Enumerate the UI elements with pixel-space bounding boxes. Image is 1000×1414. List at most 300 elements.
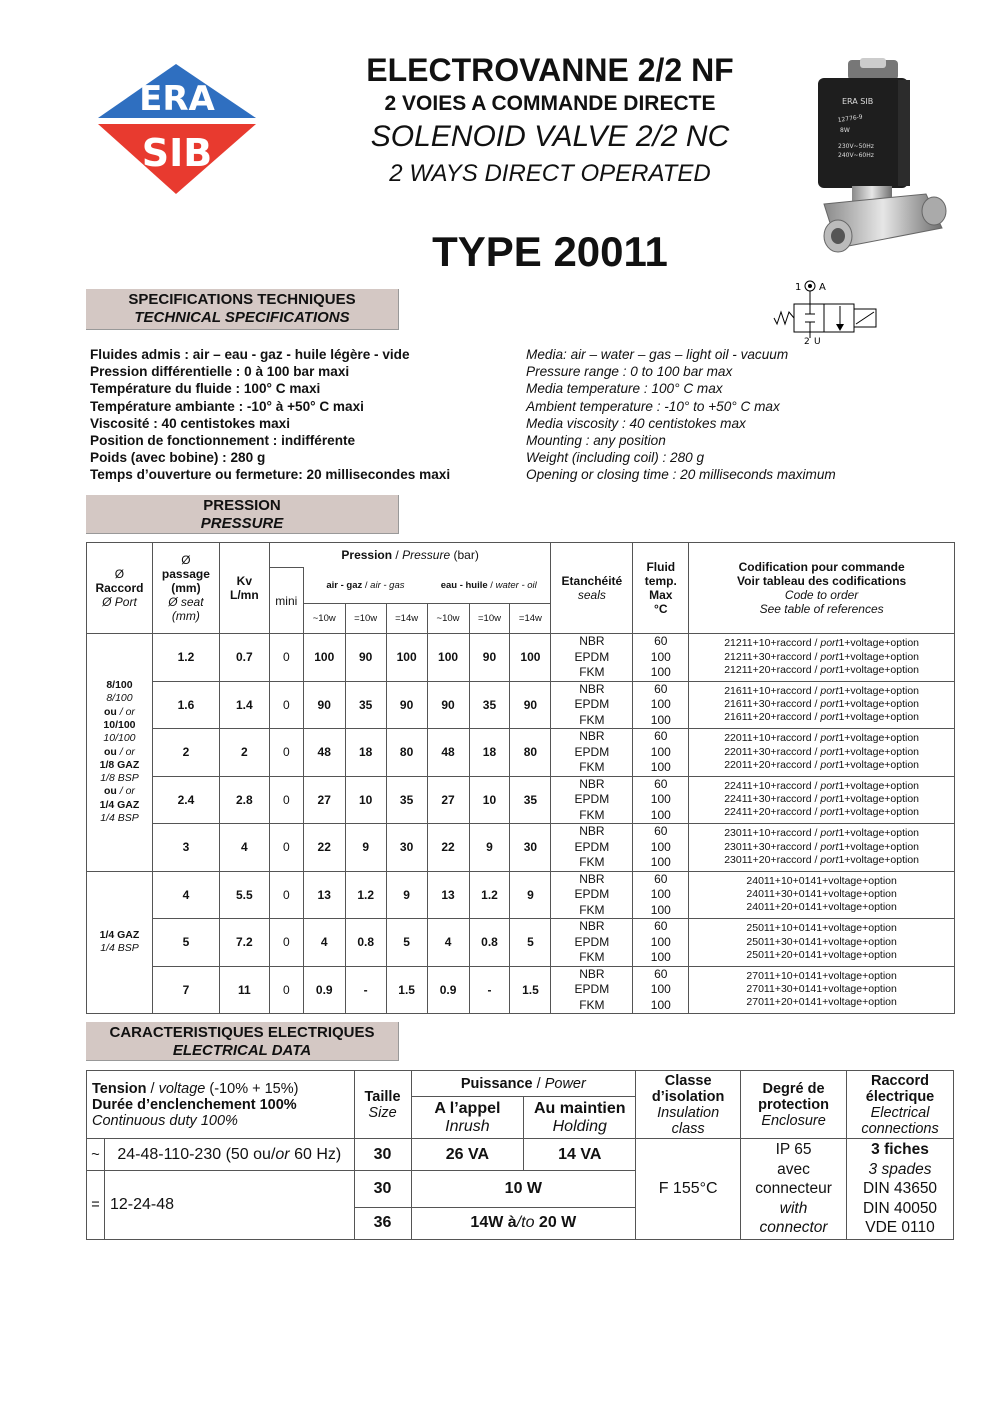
pressure-cell: 30 [386,824,427,872]
pressure-cell: 10 [469,776,510,824]
port-text: ou [104,745,117,758]
symbol-port-bottom: 2 [804,337,810,346]
header-holding-fr: Au maintien [533,1099,626,1117]
seq-line: FKM [579,665,605,679]
pressure-cell: 90 [345,634,386,682]
seq-line: NBR [579,919,605,933]
header-code-en1: Code to order [784,588,859,602]
spec-list-fr [90,346,450,484]
pressure-cell: 0.9 [427,966,469,1014]
pressure-cell: 4 [303,919,345,967]
port-line: 1/4 GAZ [99,928,140,941]
seq-line: 100 [650,950,671,964]
port-line [87,759,152,772]
header-power [411,1071,636,1097]
pressure-cell: 10 [345,776,386,824]
header-eau-fr: eau - huile [440,579,488,591]
pressure-cell: 0.8 [469,919,510,967]
port-text: 1/8 BSP [100,772,139,785]
code-part: 1+voltage+option [838,684,920,697]
seq-line: 100 [650,839,671,854]
electrical-section-en: ELECTRICAL DATA [172,1042,312,1059]
ac-size: 30 [354,1139,411,1171]
spec-fr-item: Viscosité : 40 centistokes maxi [90,415,290,431]
header-fluid [633,543,689,634]
electrical-section-header [86,1022,399,1061]
header-fluid-l1: Fluid [646,560,676,574]
title-en-main: SOLENOID VALVE 2/2 NC [370,120,730,153]
spec-en-item: Media: air – water – gas – light oil - vacuum [526,347,789,362]
code-part: port [820,650,839,663]
code-part: 1+voltage+option [838,853,920,866]
code-line: 27011+30+0141+voltage+option [746,983,897,996]
header-taille-en: Size [368,1104,397,1121]
seals-cell [551,919,633,967]
pressure-cell: 1.2 [345,871,386,919]
code-part: port [820,711,839,724]
code-line: 27011+20+0141+voltage+option [746,996,897,1009]
seq-line: FKM [579,950,605,964]
code-cell [689,776,955,824]
header-connector-en2: connections [861,1120,939,1137]
pressure-cell: 13 [427,871,469,919]
spec-section-header [86,289,399,330]
header-code-fr1: Codification pour commande [738,560,905,574]
code-line: 25011+10+0141+voltage+option [746,922,897,935]
header-class-fr1: Classe [664,1072,712,1089]
dc-power-2-to: /to [516,1214,535,1231]
header-watt: =10w [469,604,510,634]
code-part: port [820,853,839,866]
ac-symbol: ~ [87,1139,105,1171]
pressure-cell: 1.2 [469,871,510,919]
seq-line: 100 [650,807,671,822]
header-mini: mini [269,568,303,634]
header-passage-en1: Ø seat [168,595,204,609]
seq-line: 100 [650,887,671,901]
code-part: 22411+10+raccord / [724,779,821,792]
header-kv [219,543,269,634]
code-part: 21611+30+raccord / [724,698,821,711]
logo-bottom-text: SIB [141,131,213,175]
seq-line: 60 [654,919,668,933]
ac-holding: 14 VA [524,1139,636,1171]
seq-line: 60 [654,871,668,886]
pressure-cell: 13 [303,871,345,919]
header-class-fr2: d’isolation [651,1088,725,1105]
port-line [87,732,152,745]
pressure-cell: 35 [386,776,427,824]
pressure-section-en: PRESSURE [200,515,284,532]
spec-en-item: Media viscosity : 40 centistokes max [526,415,746,431]
seq-line: 60 [654,729,668,743]
seals-cell [551,634,633,682]
dc-symbol: = [87,1171,105,1240]
code-line [689,711,954,724]
pressure-cell: 30 [510,824,551,872]
header-power-en: Power [544,1075,586,1092]
header-protection-fr1: Degré de [762,1080,825,1097]
seq-line: 100 [650,792,671,806]
code-part: port [820,827,839,840]
temp-cell [633,729,689,777]
code-line [689,806,954,819]
code-cell [689,634,955,682]
pressure-cell: 0.8 [345,919,386,967]
header-holding-en: Holding [552,1117,607,1135]
spec-en-item: Media temperature : 100° C max [526,381,723,397]
pressure-cell: 1.5 [386,966,427,1014]
mini-cell: 0 [269,681,303,729]
header-pression-en: Pressure [402,548,451,562]
seq-line: NBR [579,776,605,791]
code-line [689,841,954,854]
code-part: 22011+20+raccord / [724,758,821,771]
seq-line: EPDM [574,649,610,664]
code-part: 1+voltage+option [838,732,920,745]
seq-line: 60 [654,966,668,981]
coil-brand: ERA SIB [842,97,874,106]
pressure-row [87,919,955,967]
code-part: 21211+10+raccord / [724,637,821,650]
spec-fr-item: Température du fluide : 100° C maxi [90,381,321,397]
header-duty-fr: Durée d’enclenchement 100% [92,1096,297,1113]
seals-cell [551,776,633,824]
header-duty-en: Continuous duty 100% [92,1112,238,1129]
pressure-row [87,871,955,919]
code-part: port [820,663,839,676]
temp-cell [633,681,689,729]
code-part: 23011+10+raccord / [724,827,821,840]
header-raccord-fr: Raccord [95,581,144,595]
pressure-cell: 9 [345,824,386,872]
header-seals [551,543,633,634]
code-part: 1+voltage+option [838,806,920,819]
header-code [689,543,955,634]
pressure-cell: 100 [427,634,469,682]
seq-line: EPDM [574,982,610,996]
seq-line: NBR [579,871,605,886]
insulation-class: F 155°C [636,1139,741,1240]
seq-line: FKM [579,902,605,917]
seq-line: FKM [579,855,605,869]
seq-line: EPDM [574,697,610,711]
pressure-cell: 27 [303,776,345,824]
header-watt: =10w [345,604,386,634]
code-part: port [820,793,839,806]
seq-line: 100 [650,665,671,679]
seq-line: 100 [650,649,671,664]
header-raccord [87,543,153,634]
code-part: port [820,806,839,819]
pressure-row [87,776,955,824]
spec-list-en [526,346,836,484]
temp-cell [633,776,689,824]
dc-power-2-a: 14W à [470,1214,517,1231]
header-code-fr2: Voir tableau des codifications [737,574,907,588]
spec-en-item: Ambient temperature : -10° to +50° C max [526,398,780,414]
port-line [87,746,152,759]
port-text: 1/8 GAZ [99,758,140,771]
seat-cell: 1.6 [152,681,219,729]
seq-line: EPDM [574,934,610,949]
code-line [689,664,954,677]
kv-cell: 2 [219,729,269,777]
connector-l1: 3 fiches [871,1141,929,1158]
code-line: 24011+20+0141+voltage+option [746,901,897,914]
dc-power-2 [411,1207,636,1239]
header-connector-en1: Electrical [870,1104,930,1121]
header-passage-en2: (mm) [171,609,200,623]
seq-line: EPDM [574,792,610,806]
header-power-sep: / [532,1075,545,1092]
header-seals-en: seals [577,588,606,602]
spec-en-item: Mounting : any position [526,433,666,449]
code-line: 24011+30+0141+voltage+option [746,888,897,901]
pressure-cell: 0.9 [303,966,345,1014]
code-line [689,698,954,711]
protection-value [741,1139,847,1240]
code-line: 27011+10+0141+voltage+option [746,969,897,982]
seq-line: NBR [579,966,605,981]
header-power-fr: Puissance [460,1075,533,1092]
seq-line: NBR [579,729,605,743]
seq-line: 60 [654,776,668,791]
spec-section-fr: SPECIFICATIONS TECHNIQUES [128,291,356,308]
code-cell [689,681,955,729]
pressure-row [87,681,955,729]
era-sib-logo [92,64,262,196]
pressure-cell: 9 [386,871,427,919]
header-air-sep: / [362,579,371,591]
header-fluid-l3: Max [649,588,673,602]
seals-cell [551,824,633,872]
port-text: ou [104,705,117,718]
port-cell [87,871,153,1014]
header-tension-fr: Tension [92,1080,147,1097]
kv-cell: 7.2 [219,919,269,967]
pressure-cell: 35 [345,681,386,729]
header-inrush-en: Inrush [445,1117,490,1135]
coil-power: 8W [840,127,850,134]
code-part: 1+voltage+option [838,698,920,711]
code-part: port [820,684,839,697]
pressure-row [87,966,955,1014]
seq-line: 100 [650,855,671,869]
pressure-table [86,542,955,1014]
header-passage [152,543,219,634]
seq-line: FKM [579,997,605,1012]
header-connector [847,1071,954,1139]
type-title: TYPE 20011 [432,228,668,275]
code-part: 23011+20+raccord / [724,853,821,866]
pressure-cell: 5 [386,919,427,967]
header-tension [87,1071,355,1139]
mini-cell: 0 [269,634,303,682]
header-protection [741,1071,847,1139]
header-holding [524,1097,636,1139]
header-kv-l2: L/mn [230,588,259,602]
seat-cell: 5 [152,919,219,967]
code-line: 24011+10+0141+voltage+option [746,874,897,887]
protection-l3: connecteur [755,1180,832,1197]
pressure-table-body [87,634,955,1014]
code-part: port [820,779,839,792]
header-class [636,1071,741,1139]
header-water-oil [427,568,551,604]
seq-line: 100 [650,760,671,774]
protection-l1: IP 65 [775,1141,812,1158]
code-part: 1+voltage+option [838,827,920,840]
code-part: 22411+20+raccord / [724,806,821,819]
product-photo [808,58,958,258]
pressure-cell: 90 [386,681,427,729]
electrical-table [86,1070,954,1240]
pressure-cell: 1.5 [510,966,551,1014]
coil-voltage-1: 230V~50Hz [838,143,874,150]
code-part: 1+voltage+option [838,745,920,758]
kv-cell: 1.4 [219,681,269,729]
code-line [689,780,954,793]
code-part: 1+voltage+option [838,793,920,806]
seq-line: 100 [650,934,671,949]
pressure-cell: 48 [303,729,345,777]
seq-line: 100 [650,697,671,711]
header-watt: ~10w [303,604,345,634]
connector-value [847,1139,954,1240]
dc-voltage: 12-24-48 [104,1171,354,1240]
valve-symbol-diagram [772,276,922,346]
header-passage-sym: Ø [181,553,191,567]
code-line [689,793,954,806]
header-air-gas [303,568,427,604]
protection-l5: connector [759,1219,828,1236]
kv-cell: 0.7 [219,634,269,682]
symbol-port-top: 1 [795,282,802,293]
code-line [689,732,954,745]
code-line: 25011+20+0141+voltage+option [746,948,897,961]
code-part: port [820,758,839,771]
code-line [689,685,954,698]
seq-line: 60 [654,824,668,838]
code-part: 22011+10+raccord / [724,732,821,745]
electrical-section-fr: CARACTERISTIQUES ELECTRIQUES [109,1024,375,1041]
code-part: 21611+20+raccord / [724,711,821,724]
header-class-en1: Insulation [657,1104,720,1121]
pressure-cell: 100 [510,634,551,682]
seq-line: 100 [650,902,671,917]
ac-voltage-a: 24-48-110-230 (50 ou/ [117,1145,276,1163]
ac-inrush: 26 VA [411,1139,524,1171]
logo-top-text: ERA [139,79,215,119]
port-line [87,812,152,825]
header-class-en2: class [671,1120,705,1137]
code-part: 22411+30+raccord / [724,793,821,806]
code-part: port [820,745,839,758]
header-eau-en: water - oil [495,579,537,591]
code-line [689,637,954,650]
title-en-sub: 2 WAYS DIRECT OPERATED [389,160,711,187]
spec-en-item: Weight (including coil) : 280 g [526,450,705,466]
code-line [689,759,954,772]
protection-l2: avec [777,1160,810,1178]
pressure-section-fr: PRESSION [203,497,281,514]
pressure-cell: - [345,966,386,1014]
dc-size-1: 30 [354,1171,411,1208]
seals-cell [551,871,633,919]
seat-cell: 2 [152,729,219,777]
kv-cell: 2.8 [219,776,269,824]
kv-cell: 11 [219,966,269,1014]
connector-l5: VDE 0110 [865,1219,935,1236]
header-tension-sep: / [146,1080,159,1097]
code-line [689,827,954,840]
code-part: port [820,840,839,853]
pressure-cell: 80 [510,729,551,777]
pressure-cell: - [469,966,510,1014]
port-line [87,692,152,705]
temp-cell [633,966,689,1014]
code-part: 1+voltage+option [838,779,920,792]
spec-fr-item: Pression différentielle : 0 à 100 bar maxi [90,364,350,380]
seq-line: EPDM [574,887,610,901]
code-part: 1+voltage+option [838,637,920,650]
pressure-cell: 100 [303,634,345,682]
port-line [87,719,152,732]
symbol-port-top-label: A [819,282,826,293]
header-pression-unit: (bar) [450,548,479,562]
dc-power-1: 10 W [411,1171,636,1208]
code-cell [689,729,955,777]
header-raccord-en: Ø Port [102,595,137,609]
port-text: 10/100 [103,719,136,731]
code-part: 1+voltage+option [838,758,920,771]
code-part: port [820,732,839,745]
header-watt: =14w [510,604,551,634]
seq-line: 100 [650,997,671,1012]
seat-cell: 2.4 [152,776,219,824]
header-taille [354,1071,411,1139]
header-connector-fr1: Raccord [870,1072,930,1089]
pressure-cell: 100 [386,634,427,682]
header-pression-fr: Pression [341,548,393,562]
seq-line: 100 [650,744,671,759]
header-protection-en: Enclosure [761,1112,826,1129]
code-part: 1+voltage+option [838,840,920,853]
header-air-en: air - gas [370,579,405,591]
port-line [87,772,152,785]
header-tension-tol: (-10% + 15%) [205,1080,299,1097]
header-pression-sep: / [392,548,403,562]
code-part: 23011+30+raccord / [724,840,821,853]
code-cell [689,966,955,1014]
spec-fr-item: Poids (avec bobine) : 280 g [90,450,266,466]
header-fluid-l2: temp. [644,574,677,588]
coil-voltage-2: 240V~60Hz [838,152,874,159]
title-fr-sub: 2 VOIES A COMMANDE DIRECTE [384,92,716,115]
pressure-cell: 18 [345,729,386,777]
header-air-fr: air - gaz [326,579,363,591]
pressure-cell: 90 [469,634,510,682]
seat-cell: 7 [152,966,219,1014]
code-part: 1+voltage+option [838,650,920,663]
port-text: 1/4 BSP [100,812,139,825]
seat-cell: 3 [152,824,219,872]
spec-fr-item: Position de fonctionnement : indifférente [90,433,356,449]
connector-l2: 3 spades [868,1160,932,1178]
ac-voltage-b: 60 Hz) [289,1145,342,1163]
temp-cell [633,871,689,919]
